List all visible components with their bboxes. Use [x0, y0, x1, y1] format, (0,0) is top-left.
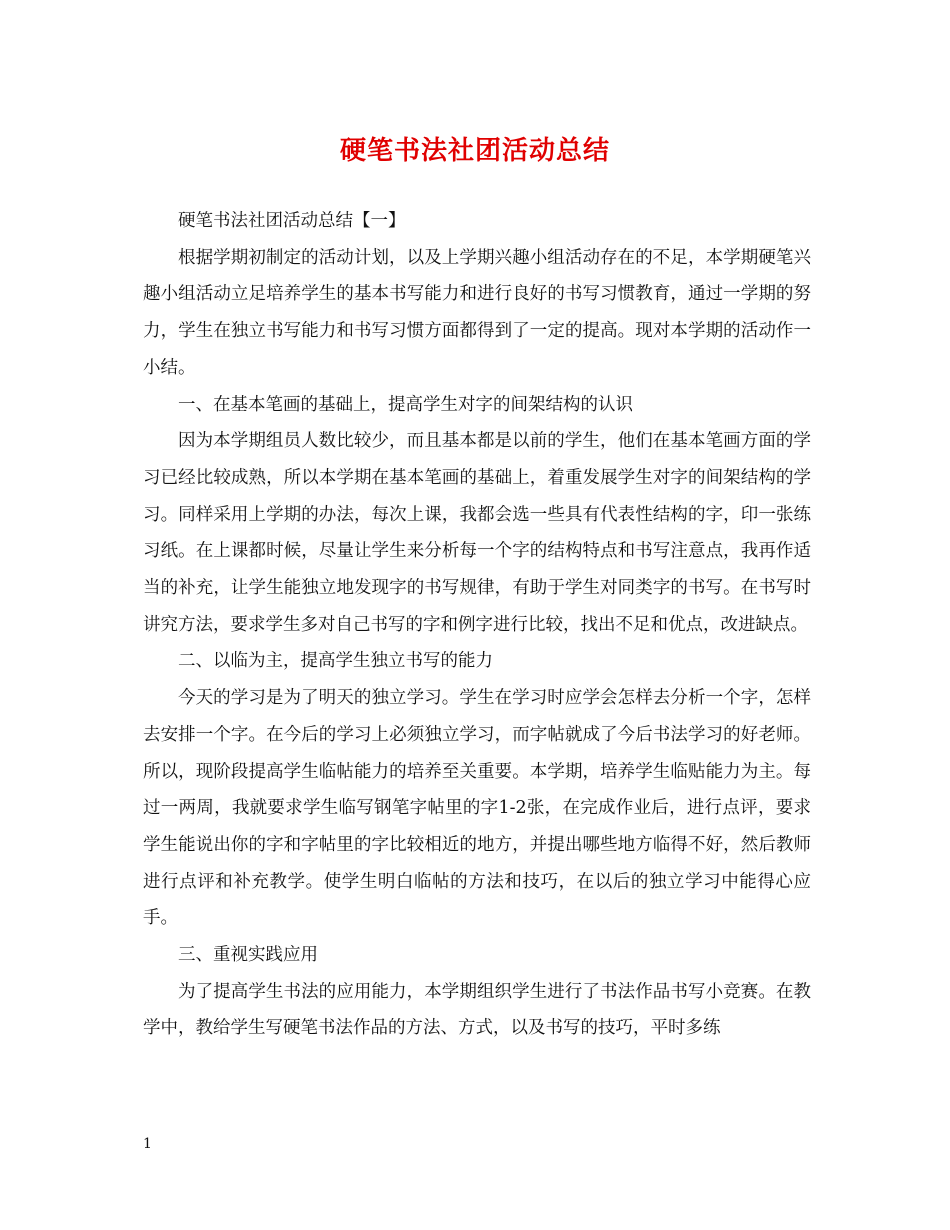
paragraph: 根据学期初制定的活动计划，以及上学期兴趣小组活动存在的不足，本学期硬笔兴趣小组活动立足培养学生的基本书写能力和进行良好的书写习惯教育，通过一学期的努力，学生在独立书写能力和书写习惯方面都得到了一定的提高。现对本学期的活动作一小结。	[143, 247, 811, 378]
page-number: 1	[143, 1136, 152, 1152]
document-body	[143, 203, 811, 1047]
section-heading: 三、重视实践应用	[178, 945, 318, 966]
section-heading: 一、在基本笔画的基础上，提高学生对字的间架结构的认识	[178, 394, 633, 415]
paragraph: 今天的学习是为了明天的独立学习。学生在学习时应学会怎样去分析一个字，怎样去安排一个字。在今后的学习上必须独立学习，而字帖就成了今后书法学习的好老师。所以，现阶段提高学生临帖能力的培养至关重要。本学期，培养学生临贴能力为主。每过一两周，我就要求学生临写钢笔字帖里的字1-2张，在完成作业后，进行点评，要求学生能说出你的字和字帖里的字比较相近的地方，并提出哪些地方临得不好，然后教师进行点评和补充教学。使学生明白临帖的方法和技巧，在以后的独立学习中能得心应手。	[143, 688, 811, 929]
section-heading: 二、以临为主，提高学生独立书写的能力	[178, 651, 493, 672]
document-title: 硬笔书法社团活动总结	[339, 136, 610, 166]
paragraph: 为了提高学生书法的应用能力，本学期组织学生进行了书法作品书写小竞赛。在教学中，教给学生写硬笔书法作品的方法、方式，以及书写的技巧，平时多练	[143, 981, 811, 1039]
paragraph: 因为本学期组员人数比较少，而且基本都是以前的学生，他们在基本笔画方面的学习已经比较成熟，所以本学期在基本笔画的基础上，着重发展学生对字的间架结构的学习。同样采用上学期的办法，每次上课，我都会选一些具有代表性结构的字，印一张练习纸。在上课都时候，尽量让学生来分析每一个字的结构特点和书写注意点，我再作适当的补充，让学生能独立地发现字的书写规律，有助于学生对同类字的书写。在书写时讲究方法，要求学生多对自己书写的字和例字进行比较，找出不足和优点，改进缺点。	[143, 431, 811, 635]
section-heading: 硬笔书法社团活动总结【一】	[178, 211, 406, 231]
